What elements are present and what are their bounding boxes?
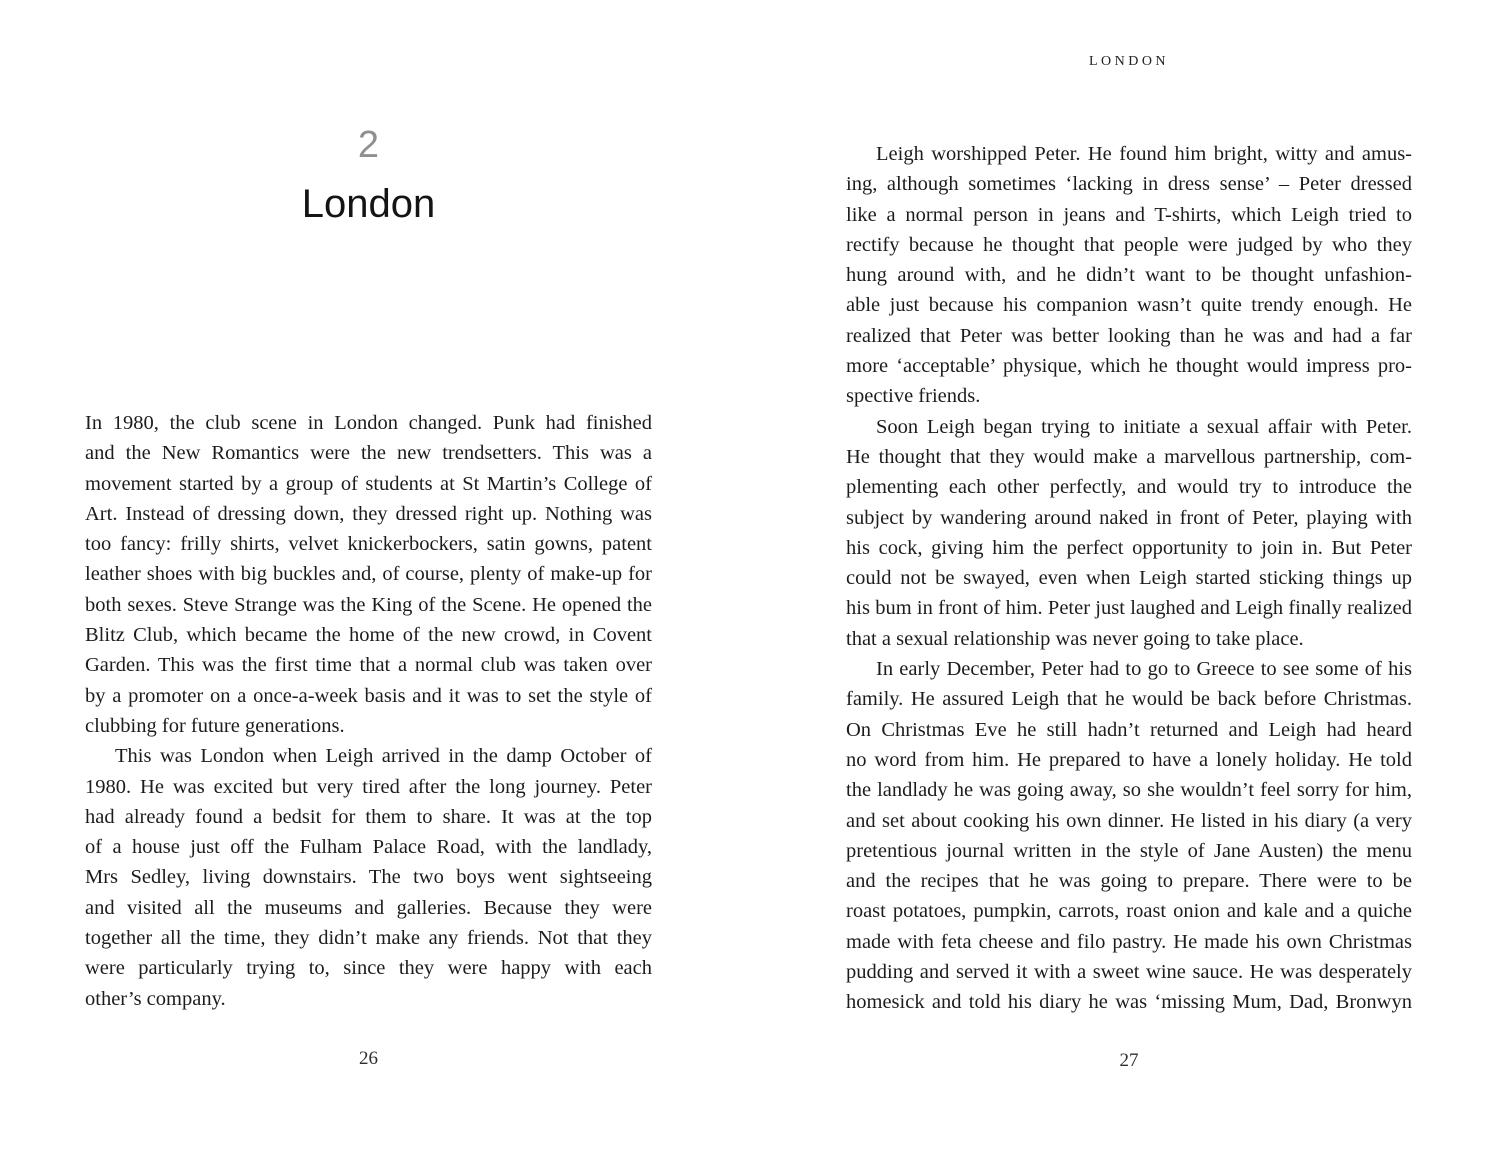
- text-line: On Christmas Eve he still hadn’t returned and Leigh had heard: [846, 718, 1412, 741]
- text-line: able just because his companion wasn’t quite trendy enough. He: [846, 294, 1412, 317]
- text-line: ing, although sometimes ‘lacking in dress sense’ – Peter dressed: [846, 173, 1412, 196]
- text-line: and set about cooking his own dinner. He listed in his diary (a very: [846, 809, 1412, 832]
- paragraph: [846, 412, 1412, 654]
- text-line: clubbing for future generations.: [85, 714, 345, 737]
- right-page-body: [846, 139, 1412, 1018]
- text-line: 1980. He was excited but very tired after the long journey. Peter: [85, 775, 652, 798]
- text-line: homesick and told his diary he was ‘missing Mum, Dad, Bronwyn: [846, 991, 1412, 1014]
- text-line: rectify because he thought that people were judged by who they: [846, 233, 1412, 256]
- text-line: plementing each other perfectly, and would try to introduce the: [846, 476, 1412, 499]
- text-line: and visited all the museums and galleries. Because they were: [85, 896, 652, 919]
- right-text-block: [846, 0, 1412, 1151]
- paragraph: [846, 654, 1412, 1018]
- text-line: both sexes. Steve Strange was the King of the Scene. He opened the: [85, 593, 652, 616]
- paragraph: [846, 139, 1412, 412]
- text-line: no word from him. He prepared to have a lonely holiday. He told: [846, 748, 1412, 771]
- text-line: were particularly trying to, since they were happy with each: [85, 957, 652, 980]
- text-line: Garden. This was the first time that a normal club was taken over: [85, 654, 652, 677]
- text-line: In early December, Peter had to go to Greece to see some of his: [876, 658, 1412, 681]
- text-line: hung around with, and he didn’t want to be thought unfashion-: [846, 264, 1412, 287]
- text-line: Blitz Club, which became the home of the new crowd, in Covent: [85, 624, 652, 647]
- text-line: In 1980, the club scene in London changed. Punk had finished: [85, 412, 652, 434]
- text-line: realized that Peter was better looking than he was and had a far: [846, 324, 1412, 347]
- text-line: his cock, giving him the perfect opportunity to join in. But Peter: [846, 536, 1412, 559]
- text-line: of a house just off the Fulham Palace Road, with the landlady,: [85, 836, 652, 859]
- text-line: movement started by a group of students at St Martin’s College of: [85, 472, 652, 495]
- text-line: and the New Romantics were the new trendsetters. This was a: [85, 442, 652, 465]
- text-line: made with feta cheese and filo pastry. He made his own Christmas: [846, 930, 1412, 953]
- text-line: and the recipes that he was going to prepare. There were to be: [846, 870, 1412, 893]
- text-line: This was London when Leigh arrived in the damp October of: [115, 745, 652, 768]
- text-line: family. He assured Leigh that he would be back before Christmas.: [846, 688, 1412, 711]
- left-text-block: [85, 0, 652, 1151]
- text-line: like a normal person in jeans and T-shirts, which Leigh tried to: [846, 203, 1412, 226]
- right-page: [750, 0, 1500, 1151]
- text-line: pudding and served it with a sweet wine sauce. He was desperately: [846, 961, 1412, 984]
- text-line: more ‘acceptable’ physique, which he thought would impress pro-: [846, 355, 1412, 378]
- text-line: that a sexual relationship was never going to take place.: [846, 627, 1304, 650]
- text-line: Mrs Sedley, living downstairs. The two boys went sightseeing: [85, 866, 652, 889]
- text-line: the landlady he was going away, so she wouldn’t feel sorry for him,: [846, 779, 1412, 802]
- text-line: could not be swayed, even when Leigh started sticking things up: [846, 567, 1412, 590]
- text-line: his bum in front of him. Peter just laughed and Leigh finally realized: [846, 597, 1412, 620]
- text-line: leather shoes with big buckles and, of course, plenty of make-up for: [85, 563, 652, 586]
- text-line: by a promoter on a once-a-week basis and it was to set the style of: [85, 684, 652, 707]
- text-line: Leigh worshipped Peter. He found him bright, witty and amus-: [876, 143, 1412, 165]
- left-page-body: [85, 408, 652, 1014]
- text-line: roast potatoes, pumpkin, carrots, roast onion and kale and a quiche: [846, 900, 1412, 923]
- right-page-number: 27: [1119, 1050, 1139, 1071]
- text-line: other’s company.: [85, 987, 226, 1010]
- paragraph: [85, 408, 652, 741]
- text-line: had already found a bedsit for them to share. It was at the top: [85, 805, 652, 828]
- paragraph: [85, 741, 652, 1014]
- text-line: spective friends.: [846, 385, 981, 408]
- text-line: Soon Leigh began trying to initiate a sexual affair with Peter.: [876, 415, 1412, 438]
- text-line: pretentious journal written in the style of Jane Austen) the menu: [846, 839, 1412, 862]
- running-header: LONDON: [1088, 54, 1170, 69]
- text-line: too fancy: frilly shirts, velvet knickerbockers, satin gowns, patent: [85, 533, 652, 556]
- chapter-number: 2: [357, 124, 380, 166]
- text-line: Art. Instead of dressing down, they dressed right up. Nothing was: [85, 502, 652, 525]
- left-page-number: 26: [359, 1048, 378, 1069]
- text-line: subject by wandering around naked in front of Peter, playing with: [846, 506, 1412, 529]
- chapter-title: London: [301, 182, 436, 226]
- text-line: together all the time, they didn’t make any friends. Not that they: [85, 927, 652, 950]
- text-line: He thought that they would make a marvellous partnership, com-: [846, 445, 1412, 468]
